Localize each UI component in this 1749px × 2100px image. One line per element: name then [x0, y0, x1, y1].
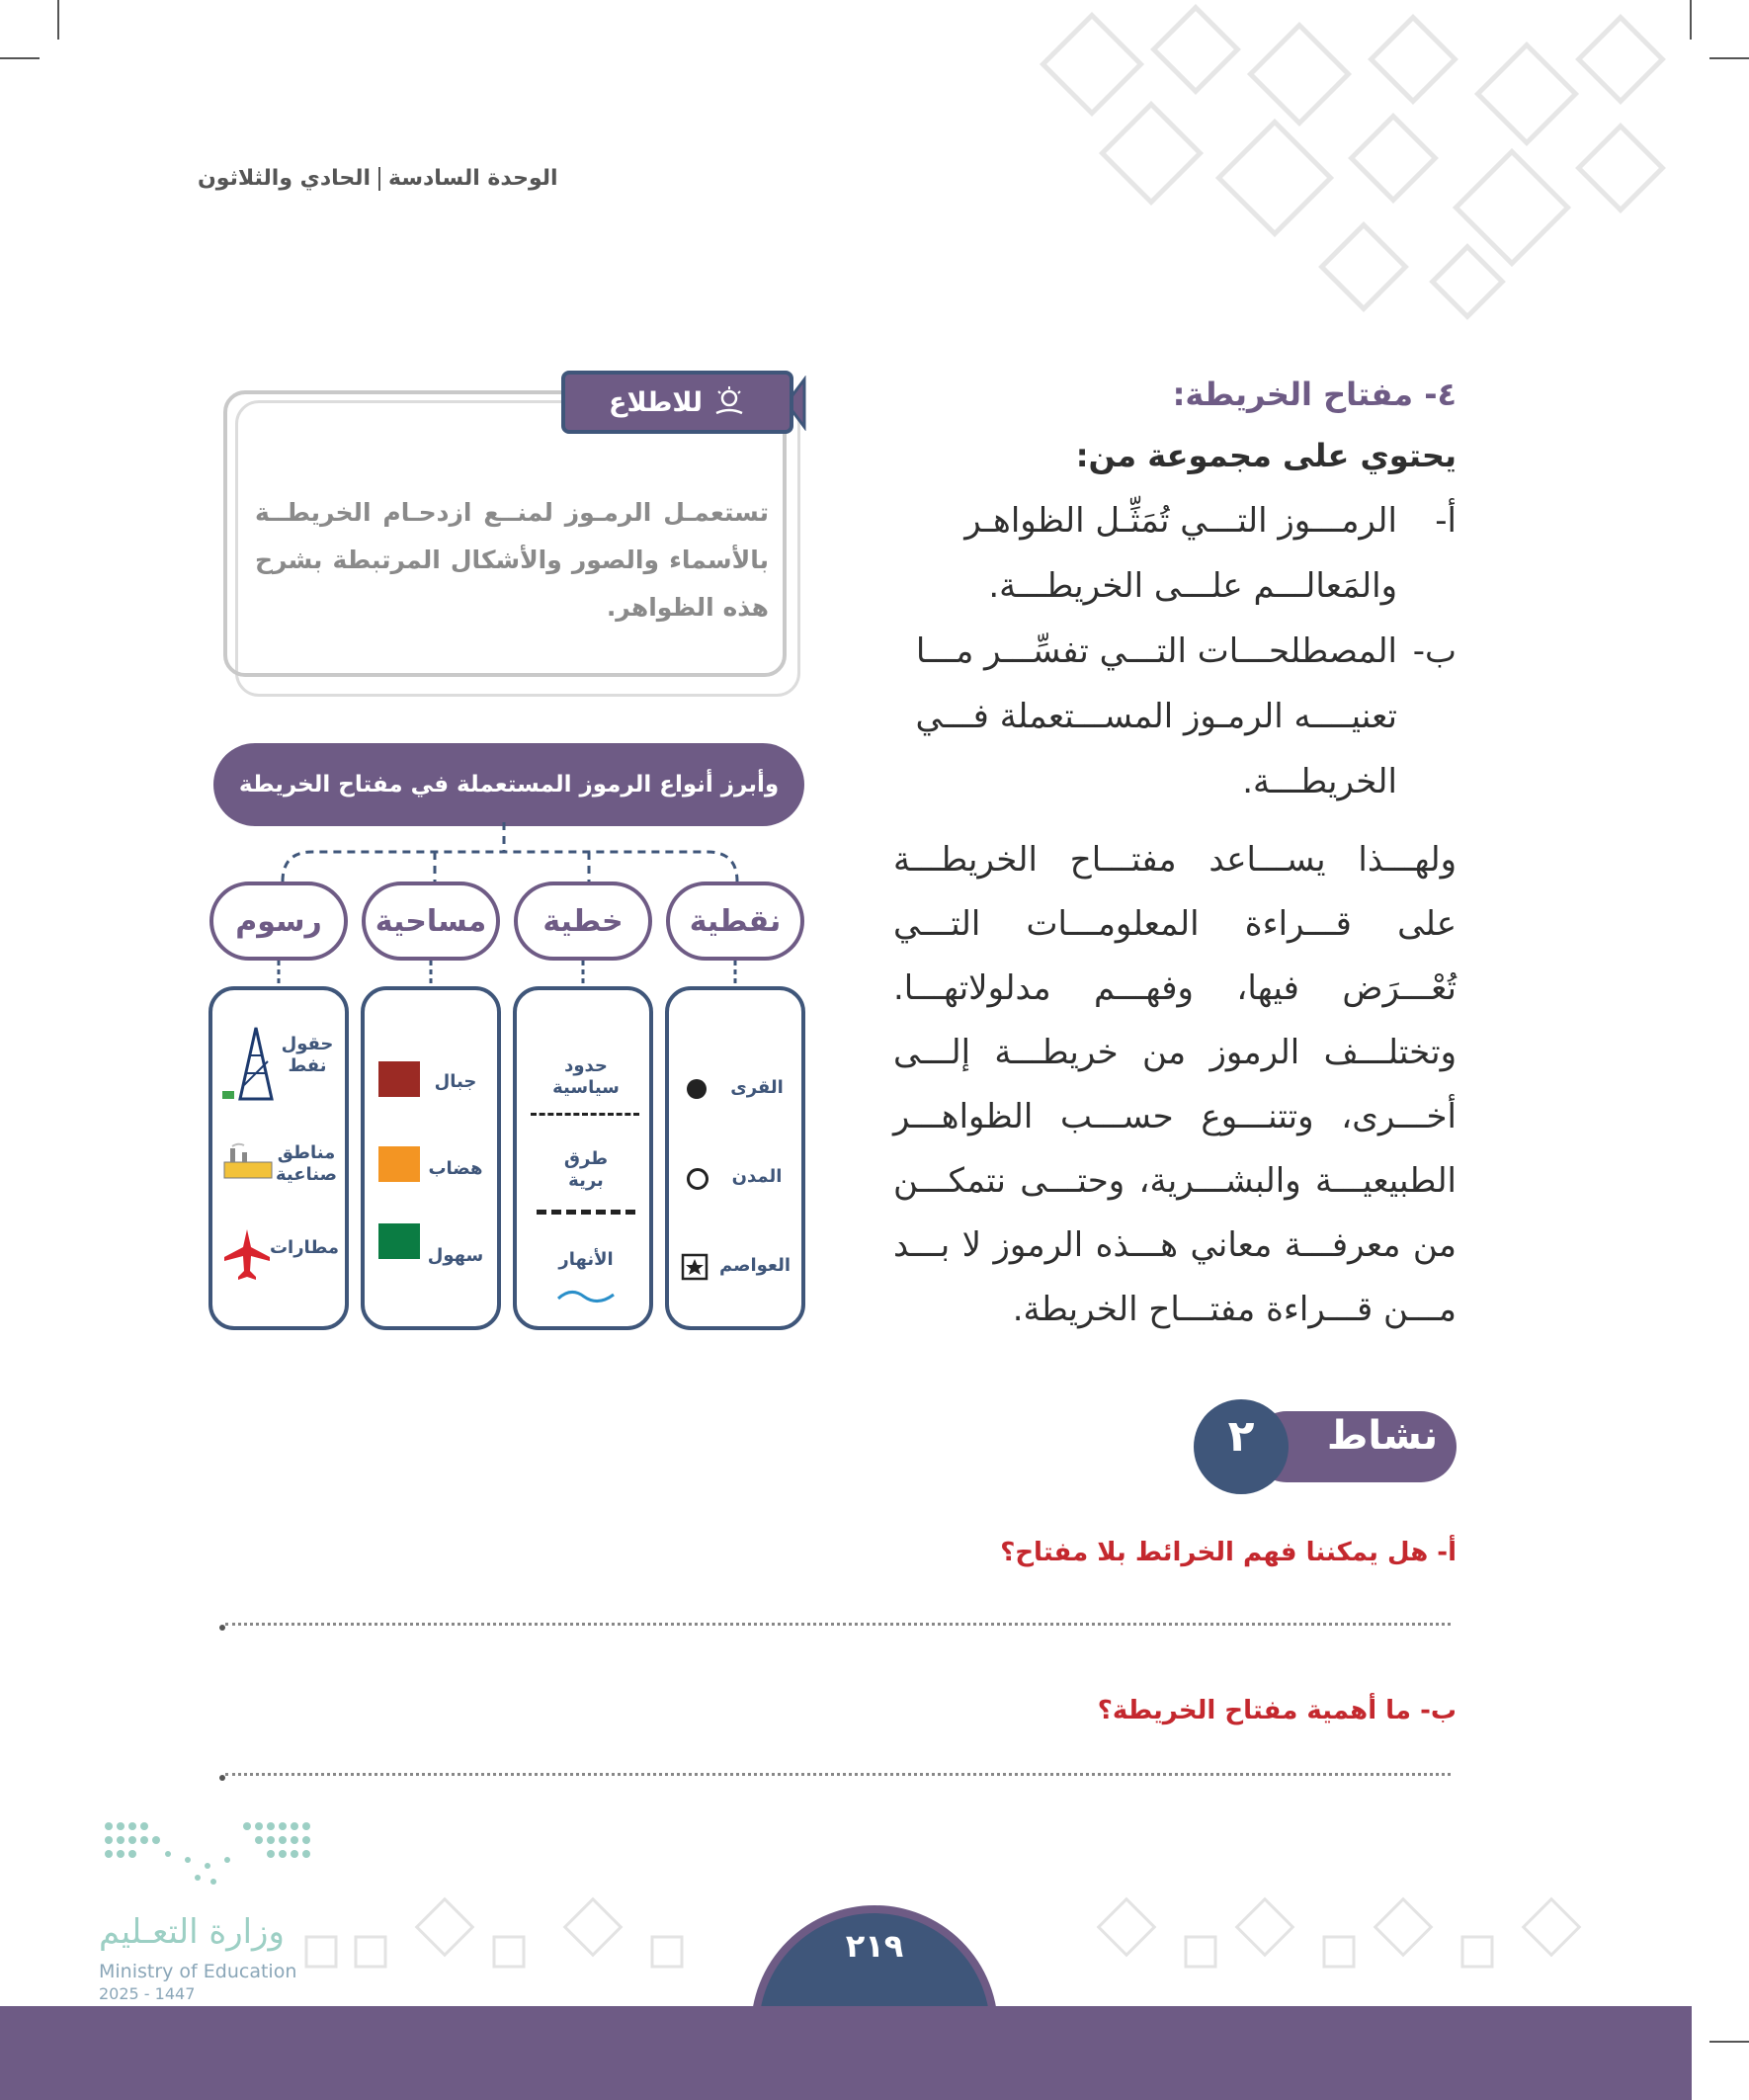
academic-year: 2025 - 1447 [99, 1984, 196, 2003]
item-label: أ- [1435, 501, 1457, 541]
category-area: مساحية [362, 882, 500, 961]
header-divider [378, 167, 380, 191]
lightbulb-book-icon [712, 385, 746, 419]
capital-star-icon [681, 1253, 708, 1281]
info-tag [561, 371, 793, 434]
symbol-label: العواصم [718, 1255, 791, 1276]
item-text: الرمـــوز التـــي تُمَثِّـل الظواهـر والمَعالـــم علـــى الخريطـــة. [964, 501, 1397, 606]
factory-icon [220, 1142, 276, 1182]
decorative-pattern [939, 0, 1709, 336]
symbol-label: القرى [730, 1077, 784, 1098]
unit-title: الوحدة السادسة [388, 166, 558, 191]
road-line-icon [537, 1210, 635, 1215]
answer-line-a[interactable] [225, 1623, 1451, 1626]
crop-mark [1709, 57, 1749, 59]
page-number: ٢١٩ [845, 1927, 904, 1965]
item-label: ب- [1412, 631, 1457, 671]
symbol-label: هضاب [428, 1158, 483, 1179]
symbol-label: المدن [731, 1166, 783, 1187]
list-item [893, 488, 1457, 619]
oil-derrick-icon [220, 1024, 276, 1103]
crop-mark [1709, 2041, 1749, 2043]
point-symbols-column [665, 986, 805, 1330]
area-symbols-column [361, 986, 501, 1330]
symbol-label: حقول نفط [281, 1034, 334, 1076]
category-point: نقطية [666, 882, 804, 961]
item-text: المصطلحـــات التـــي تفسِّـــر مـــا تعنيــــه الرمـوز المســـتعملة فـــي الخريطـــة. [915, 631, 1397, 801]
symbol-label: سهول [427, 1245, 484, 1266]
plains-swatch [378, 1223, 420, 1259]
list-item [893, 619, 1457, 814]
main-content [893, 366, 1457, 1342]
mountains-swatch [378, 1061, 420, 1097]
drawing-symbols-column [208, 986, 349, 1330]
category-drawings: رسوم [209, 882, 348, 961]
political-border-line-icon [531, 1113, 639, 1116]
airport-plane-icon [222, 1227, 272, 1283]
activity-number: ٢ [1227, 1411, 1255, 1462]
question-label: ب- [1420, 1696, 1457, 1725]
answer-line-end [219, 1625, 225, 1631]
info-text: تستعمـل الرمـوز لمنــع ازدحـام الخريطــة بالأسماء والصور والأشكال المرتبطة بشرح هذه الظواهر. [255, 498, 769, 622]
activity-label: نشاط [1326, 1413, 1439, 1459]
bottom-band [0, 2006, 1692, 2100]
crop-mark [0, 57, 40, 59]
city-circle-icon [687, 1168, 708, 1190]
symbol-label: الأنهار [558, 1249, 614, 1270]
line-symbols-column [513, 986, 653, 1330]
ministry-name-en: Ministry of Education [99, 1961, 297, 1982]
question-text: هل يمكننا فهم الخرائط بلا مفتاح؟ [1000, 1538, 1429, 1567]
lesson-title: الحادي والثلاثون [198, 166, 372, 191]
category-line: خطية [514, 882, 652, 961]
answer-line-b[interactable] [225, 1773, 1451, 1776]
section-subtitle: يحتوي على مجموعة من: [1075, 437, 1457, 474]
body-paragraph: ولهـــذا يســـاعد مفتـــاح الخريطـــة على قـــراءة المعلومـــات التـــي تُعْـــرَض فيها، وفهـــم مدلولاتهـــا. وتختلـــف الرموز من خريطـــة إلـــى أخـــرى، وتتنـــوع حســـب الظواهـــر الطبيعيـــة والبشـــرية، وحتـــى نتمكـــن من معرفـــة معاني هـــذه الرموز لا بـــد مـــن قـــراءة مفتـــاح الخريطة. [893, 840, 1457, 1329]
column-connectors [209, 961, 806, 988]
symbol-label: مطارات [269, 1237, 339, 1258]
village-dot-icon [687, 1079, 707, 1099]
crop-mark [57, 0, 59, 40]
ministry-logo-icon [99, 1816, 316, 1895]
plateaus-swatch [378, 1146, 420, 1182]
question-label: أ- [1437, 1538, 1457, 1567]
page-header [198, 166, 613, 191]
river-line-icon [556, 1283, 616, 1306]
answer-line-end [219, 1775, 225, 1781]
symbol-label: طرق برية [563, 1148, 609, 1191]
diagram-title: وأبرز أنواع الرموز المستعملة في مفتاح الخريطة [213, 743, 804, 826]
question-b [1098, 1696, 1457, 1725]
symbol-label: جبال [434, 1071, 477, 1092]
info-tag-label: للاطلاع [609, 386, 704, 418]
question-a [1000, 1538, 1457, 1567]
section-title: ٤- مفتاح الخريطة: [1172, 376, 1457, 413]
symbol-label: مناطق صناعية [275, 1142, 338, 1185]
question-text: ما أهمية مفتاح الخريطة؟ [1097, 1696, 1412, 1725]
symbol-label: حدود سياسية [552, 1055, 620, 1098]
ministry-name-ar: وزارة التعـليم [99, 1912, 285, 1952]
